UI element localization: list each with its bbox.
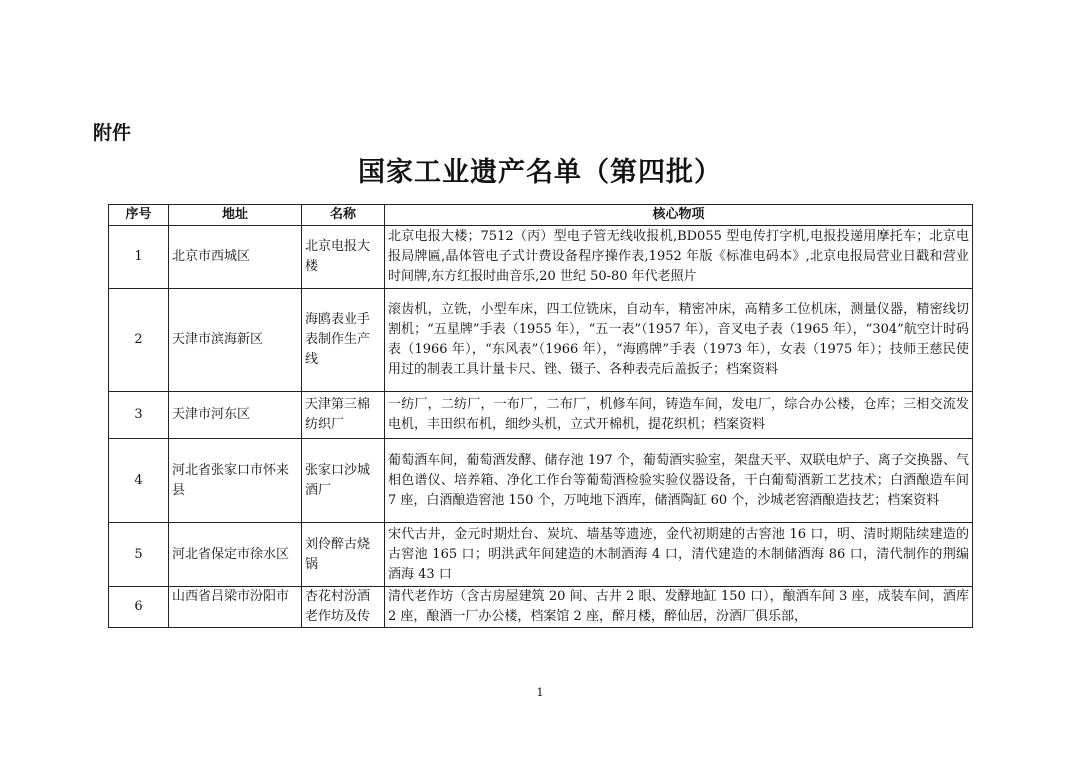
- row-serial-text: 6: [134, 599, 143, 614]
- row-serial: 5: [109, 523, 169, 587]
- header-name: 名称: [302, 205, 385, 226]
- table-row: [109, 439, 973, 523]
- table-row: [109, 523, 973, 587]
- header-core-items: 核心物项: [385, 205, 973, 226]
- header-address: 地址: [169, 205, 302, 226]
- row-address: [169, 587, 302, 628]
- document-title: 国家工业遗产名单（第四批）: [358, 157, 722, 188]
- row-name: [302, 587, 385, 628]
- row-name: 海鸥表业手表制作生产线: [302, 289, 385, 392]
- row-address: 北京市西城区: [169, 226, 302, 289]
- table-row: [109, 226, 973, 289]
- row-serial: 1: [109, 226, 169, 289]
- row-core-items: [385, 587, 973, 628]
- row-core-items: 一纺厂，二纺厂，一布厂，二布厂，机修车间，铸造车间，发电厂，综合办公楼，仓库；三相交流发电机，丰田织布机，细纱头机，立式开棉机，提花织机；档案资料: [385, 392, 973, 439]
- table-row: [109, 587, 973, 628]
- row-address: 天津市滨海新区: [169, 289, 302, 392]
- row-serial: 3: [109, 392, 169, 439]
- row-serial: 2: [109, 289, 169, 392]
- table-row: [109, 289, 973, 392]
- table-row: [109, 392, 973, 439]
- row-core-items: 滚齿机，立铣，小型车床，四工位铣床，自动车，精密冲床，高精多工位机床，测量仪器，精密线切割机；“五星牌”手表（1955 年），“五一表”（1957 年），音叉电子表（1965 年），“304”航空计时码表（1966 年），“东风表”（1966 年），“海鸥牌”手表（1973 年），女表（1975 年）；技师王慈民使用过的制表工具计量卡尺、锉、镊子、各种表壳后盖扳子；档案资料: [385, 289, 973, 392]
- row-name-text: 杏花村汾酒老作坊及传: [305, 589, 371, 624]
- row-name: 天津第三棉纺织厂: [302, 392, 385, 439]
- table-header-row: [109, 205, 973, 226]
- row-core-items: 宋代古井，金元时期灶台、炭坑、墙基等遗迹，金代初期建的古窖池 16 口，明、清时期陆续建造的古窖池 165 口；明洪武年间建造的木制酒海 4 口，清代建造的木制储酒海 86 口，清代制作的荆编酒海 43 口: [385, 523, 973, 587]
- heritage-list-table: [108, 204, 973, 628]
- row-serial: [109, 587, 169, 628]
- row-address: 天津市河东区: [169, 392, 302, 439]
- row-core-items: 葡萄酒车间，葡萄酒发酵、储存池 197 个，葡萄酒实验室，架盘天平、双联电炉子、离子交换器、气相色谱仪、培养箱、净化工作台等葡萄酒检验实验仪器设备，干白葡萄酒新工艺技术；白酒酿造车间 7 座，白酒酿造窖池 150 个，万吨地下酒库，储酒陶缸 60 个，沙城老窖酒酿造技艺；档案资料: [385, 439, 973, 523]
- row-core-items: 北京电报大楼；7512（丙）型电子管无线收报机,BD055 型电传打字机,电报投递用摩托车；北京电报局牌匾,晶体管电子式计费设备程序操作表,1952 年版《标准电码本》,北京电报局营业日戳和营业时间牌,东方红报时曲音乐,20 世纪 50-80 年代老照片: [385, 226, 973, 289]
- row-core-items-text: 清代老作坊（含古房屋建筑 20 间、古井 2 眼、发酵地缸 150 口），酿酒车间 3 座，成装车间，酒库 2 座，酿酒一厂办公楼，档案馆 2 座，醉月楼，醉仙居，汾酒厂俱乐部，: [388, 589, 969, 624]
- row-address: 河北省保定市徐水区: [169, 523, 302, 587]
- row-serial: 4: [109, 439, 169, 523]
- attachment-label: 附件: [93, 122, 132, 144]
- page-number: 1: [536, 686, 544, 699]
- row-name: 张家口沙城酒厂: [302, 439, 385, 523]
- row-name: 北京电报大楼: [302, 226, 385, 289]
- row-address: 河北省张家口市怀来县: [169, 439, 302, 523]
- row-name: 刘伶醉古烧锅: [302, 523, 385, 587]
- header-serial: 序号: [109, 205, 169, 226]
- row-address-text: 山西省吕梁市汾阳市: [172, 589, 290, 604]
